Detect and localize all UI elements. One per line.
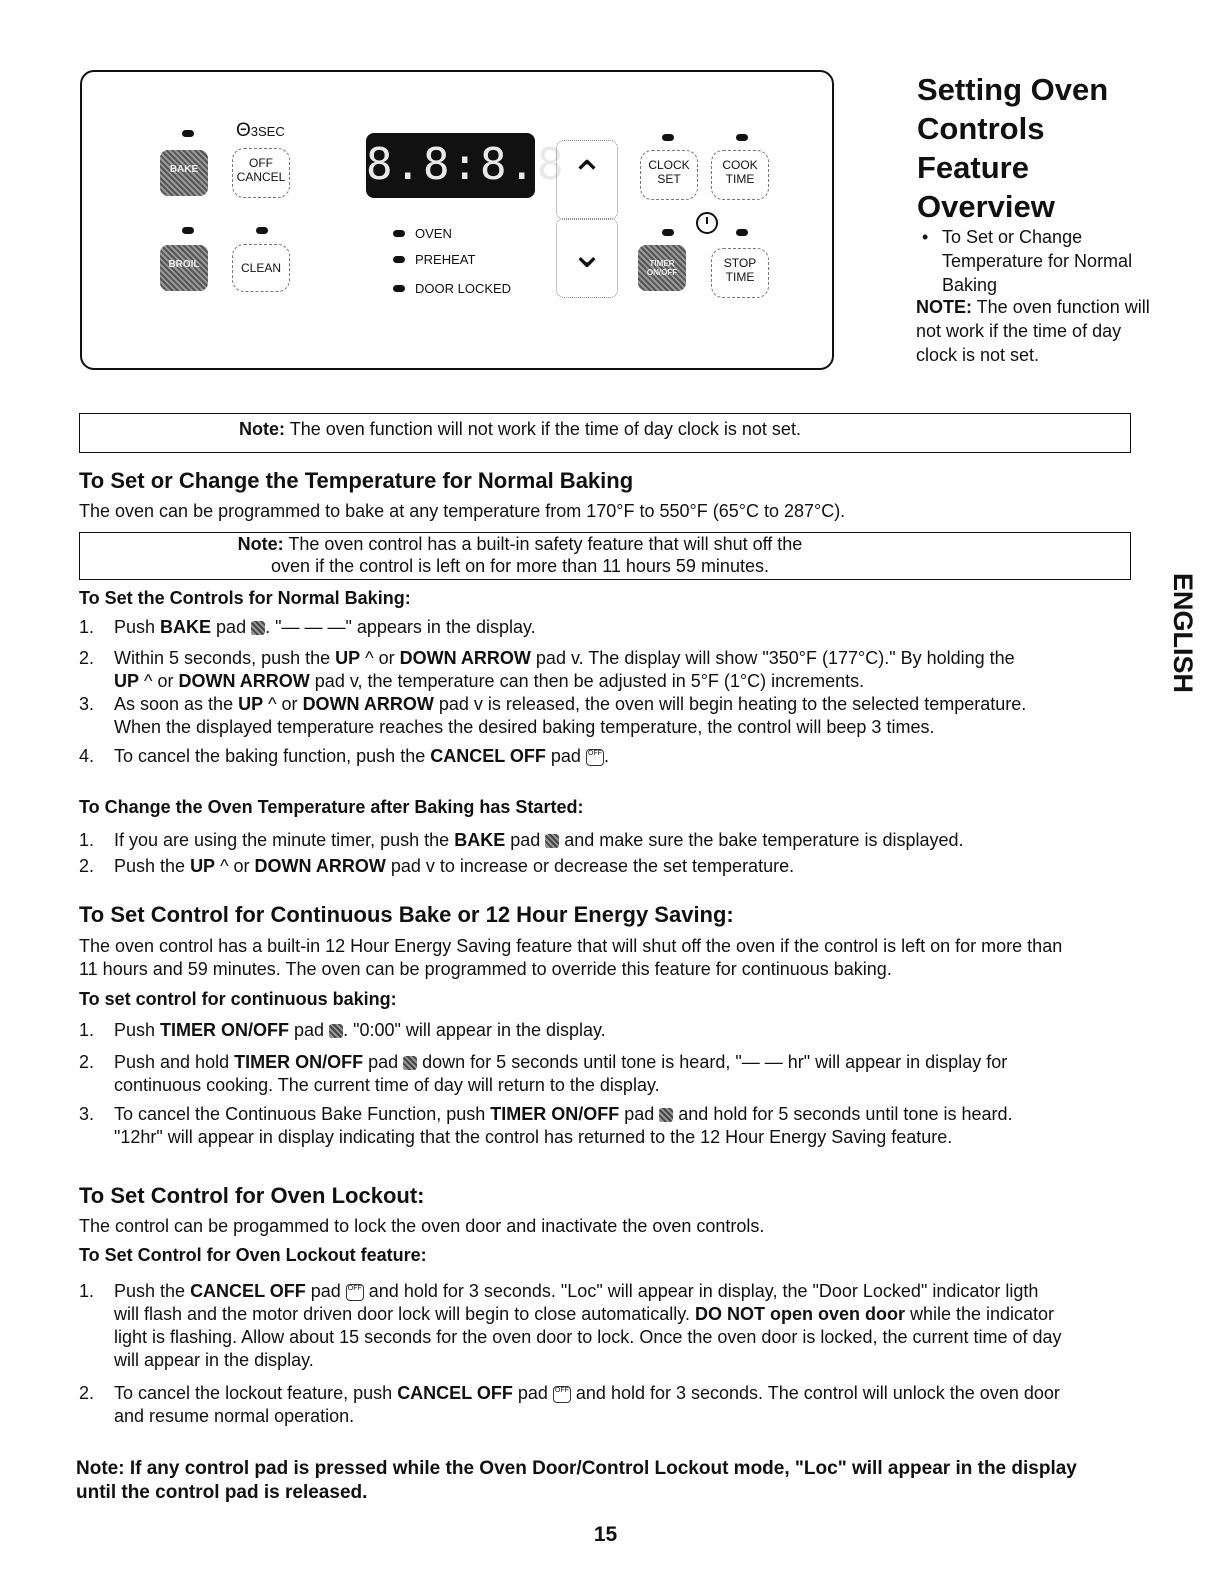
- section-intro: The oven control has a built-in 12 Hour Energy Saving feature that will shut off the oven if the control is left on for more than: [79, 936, 1063, 956]
- bake-pad-icon: [251, 621, 265, 635]
- subheading-change-temp: To Change the Oven Temperature after Baking has Started:: [79, 797, 584, 817]
- cancel-pad-icon: OFF: [586, 749, 604, 766]
- list-item: UP ^ or DOWN ARROW pad v, the temperature can then be adjusted in 5°F (1°C) increments.: [114, 671, 865, 691]
- bake-pad-icon: [545, 834, 559, 848]
- page-number: 15: [593, 1523, 618, 1546]
- bake-pad-icon: BAKE: [160, 150, 208, 196]
- list-item: 2. Push the UP ^ or DOWN ARROW pad v to increase or decrease the set temperature.: [79, 856, 795, 876]
- indicator-dot: [736, 229, 748, 236]
- three-sec-label: Θ3SEC: [236, 120, 285, 141]
- list-item: 3. To cancel the Continuous Bake Function, push TIMER ON/OFF pad and hold for 5 seconds until tone is heard.: [79, 1104, 1013, 1124]
- list-item: 3. As soon as the UP ^ or DOWN ARROW pad v is released, the oven will begin heating to the selected temperature.: [79, 694, 1027, 714]
- timer-pad-icon: [659, 1108, 673, 1122]
- cancel-pad-icon: OFF: [346, 1284, 364, 1301]
- list-item: 2. To cancel the lockout feature, push CANCEL OFF pad OFF and hold for 3 seconds. The control will unlock the oven door: [79, 1383, 1060, 1403]
- indicator-dot: [662, 134, 674, 141]
- subheading-lockout: To Set Control for Oven Lockout feature:: [79, 1245, 427, 1265]
- list-item: When the displayed temperature reaches the desired baking temperature, the control will beep 3 times.: [114, 717, 935, 737]
- lock-icon: Θ: [236, 120, 251, 141]
- timer-pad-icon: [403, 1056, 417, 1070]
- digital-display: 8.8:8.8: [366, 133, 535, 198]
- chevron-down-icon: ⌄: [570, 232, 604, 276]
- timer-pad-icon: [329, 1024, 343, 1038]
- off-cancel-pad: OFF CANCEL: [232, 148, 290, 198]
- overview-note: NOTE: The oven function will not work if the time of day clock is not set.: [916, 297, 1150, 365]
- clean-pad: CLEAN: [232, 244, 290, 292]
- subheading-continuous-baking: To set control for continuous baking:: [79, 989, 397, 1009]
- section-intro: The oven can be programmed to bake at any temperature from 170°F to 550°F (65°C to 287°C).: [79, 501, 846, 521]
- broil-pad-icon: BROIL: [160, 245, 208, 291]
- list-item: continuous cooking. The current time of day will return to the display.: [114, 1075, 660, 1095]
- list-item: will appear in the display.: [114, 1350, 314, 1370]
- list-item: 1. Push BAKE pad . "— — —" appears in the display.: [79, 617, 536, 637]
- timer-on-off-pad-icon: TIMER ON/OFF: [638, 245, 686, 291]
- bullet-icon: •: [922, 227, 929, 247]
- control-panel-illustration: [80, 70, 834, 370]
- list-item: 1. If you are using the minute timer, push the BAKE pad and make sure the bake temperature is displayed.: [79, 830, 964, 850]
- list-item: and resume normal operation.: [114, 1406, 355, 1426]
- list-item: 2. Push and hold TIMER ON/OFF pad down for 5 seconds until tone is heard, "— — hr" will appear in display for: [79, 1052, 1008, 1072]
- overview-list-item: • To Set or Change Temperature for Normal Baking: [922, 227, 1133, 295]
- up-arrow-pad: [556, 140, 618, 220]
- steps-lockout: [79, 1280, 1159, 1428]
- section-heading-oven-lockout: To Set Control for Oven Lockout:: [79, 1183, 425, 1208]
- steps-normal-baking: [79, 616, 1139, 768]
- lockout-footnote: Note: If any control pad is pressed while the Oven Door/Control Lockout mode, "Loc" will appear in the display until the control pad is released.: [76, 1458, 1077, 1503]
- list-item: 1. Push the CANCEL OFF pad OFF and hold for 3 seconds. "Loc" will appear in display, the "Door Locked" indicator ligth: [79, 1281, 1039, 1301]
- section-intro: 11 hours and 59 minutes. The oven can be programmed to override this feature for continuous baking.: [79, 959, 892, 979]
- oven-indicator: OVEN: [393, 226, 452, 241]
- steps-continuous-baking: [79, 1019, 1159, 1149]
- note-box-safety: Note: The oven control has a built-in safety feature that will shut off the oven if the control is left on for more than 11 hours 59 minutes.: [79, 532, 1131, 580]
- door-locked-indicator: DOOR LOCKED: [393, 281, 511, 296]
- clock-icon: [696, 212, 718, 234]
- list-item: "12hr" will appear in display indicating that the control has returned to the 12 Hour Energy Saving feature.: [114, 1127, 953, 1147]
- section-heading-continuous-bake: To Set Control for Continuous Bake or 12 Hour Energy Saving:: [79, 902, 734, 927]
- list-item: 2. Within 5 seconds, push the UP ^ or DOWN ARROW pad v. The display will show "350°F (177°C)." By holding the: [79, 648, 1015, 668]
- list-item: 4. To cancel the baking function, push the CANCEL OFF pad OFF .: [79, 746, 609, 766]
- cook-time-pad: COOK TIME: [711, 150, 769, 200]
- clock-set-pad: CLOCK SET: [640, 150, 698, 200]
- indicator-dot: [662, 229, 674, 236]
- section-intro: The control can be progammed to lock the oven door and inactivate the oven controls.: [79, 1216, 765, 1236]
- preheat-indicator: PREHEAT: [393, 252, 475, 267]
- indicator-dot: [256, 227, 268, 234]
- indicator-dot: [736, 134, 748, 141]
- chevron-up-icon: ⌃: [570, 154, 604, 198]
- list-item: light is flashing. Allow about 15 seconds for the oven door to lock. Once the oven door is locked, the current time of day: [114, 1327, 1062, 1347]
- language-side-tab: ENGLISH: [1168, 573, 1198, 694]
- page-title: Setting Oven Controls Feature Overview: [917, 72, 1109, 224]
- down-arrow-pad: [556, 218, 618, 298]
- cancel-pad-icon: OFF: [553, 1386, 571, 1403]
- list-item: will flash and the motor driven door lock will begin to close automatically. DO NOT open oven door while the indicator: [114, 1304, 1055, 1324]
- steps-change-temp: [79, 829, 1139, 878]
- list-item: 1. Push TIMER ON/OFF pad . "0:00" will appear in the display.: [79, 1020, 606, 1040]
- indicator-dot: [182, 130, 194, 137]
- stop-time-pad: STOP TIME: [711, 248, 769, 298]
- subheading-normal-baking: To Set the Controls for Normal Baking:: [79, 588, 411, 608]
- indicator-dot: [182, 227, 194, 234]
- note-box-clock: Note: The oven function will not work if the time of day clock is not set.: [79, 413, 1131, 453]
- section-heading-normal-baking: To Set or Change the Temperature for Normal Baking: [79, 468, 634, 493]
